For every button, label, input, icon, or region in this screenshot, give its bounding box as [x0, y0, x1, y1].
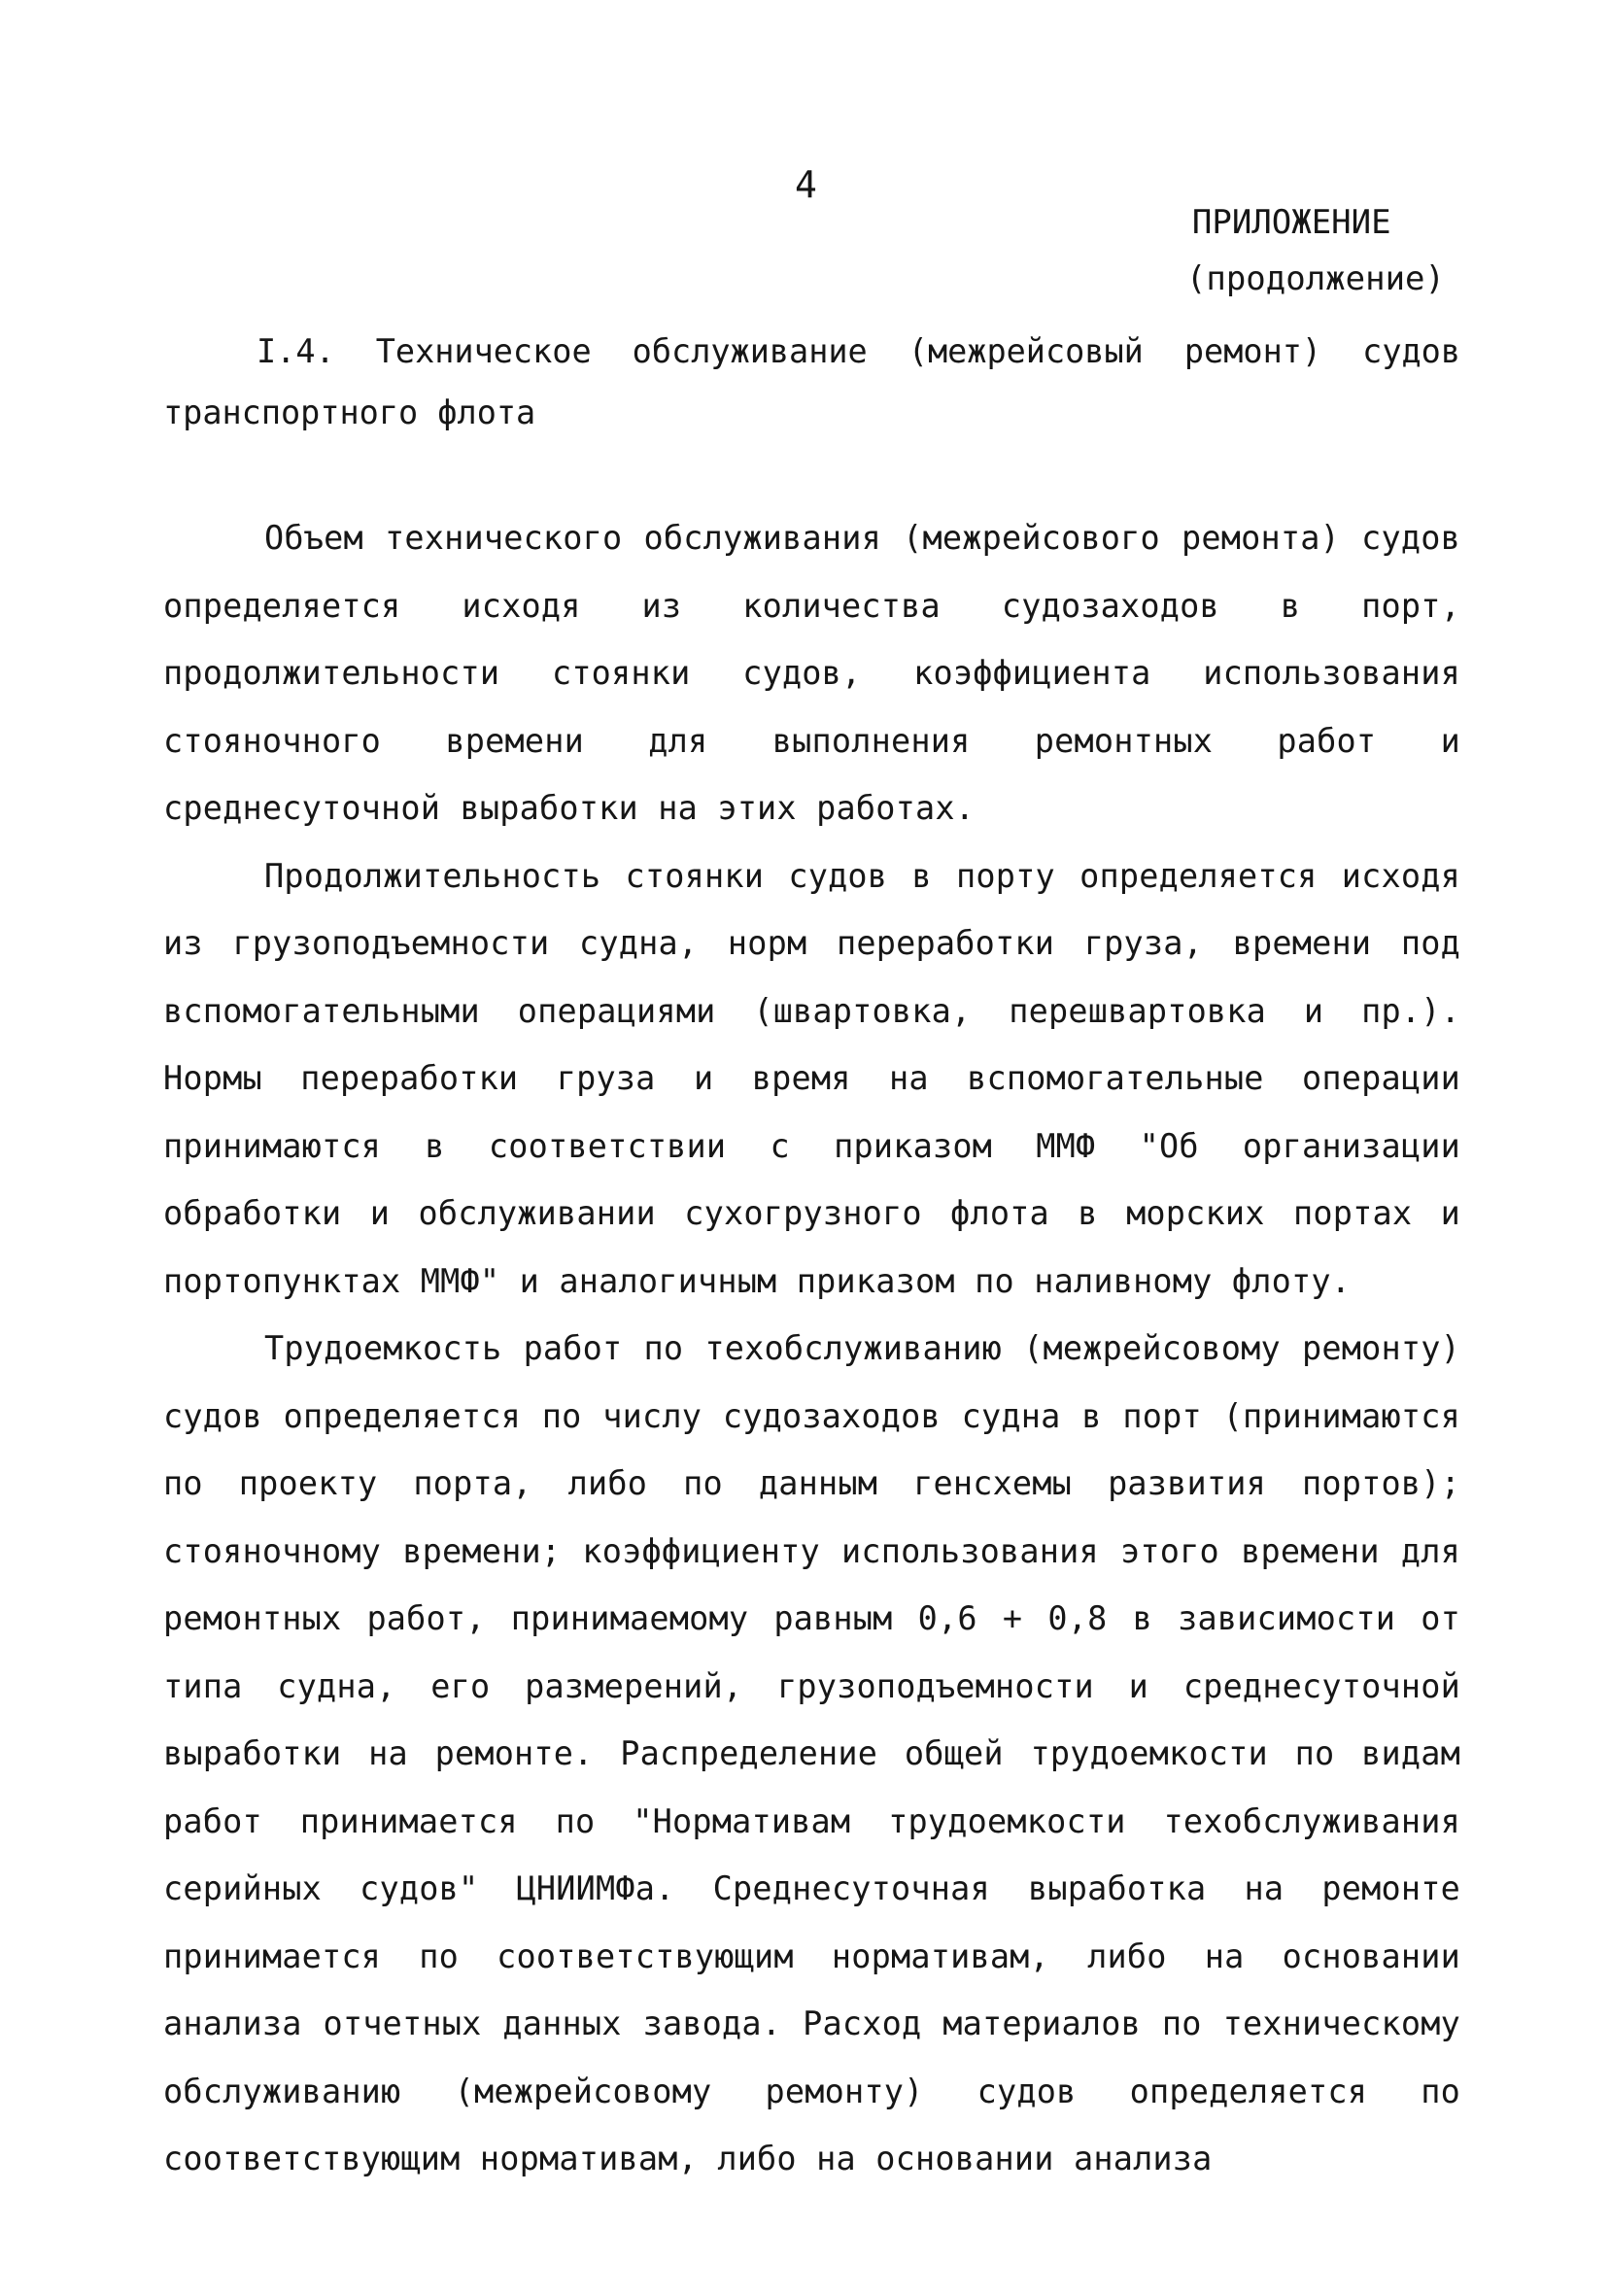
appendix-title: ПРИЛОЖЕНИЕ [1191, 203, 1391, 242]
section-heading: I.4. Техническое обслуживание (межрейсовый ремонт) судов транспортного флота [163, 332, 1460, 431]
page-number: 4 [795, 163, 817, 206]
paragraph-berth-duration: Продолжительность стоянки судов в порту определяется исходя из грузоподъемности судна, норм переработки груза, времени под вспомогательными операциями (швартовка, перешвартовка и пр.). Нормы переработки груза и время на вспомогательные операции принимаются в соответствии с приказом ММФ "Об организации обработки и обслуживании сухогрузного флота в морских портах и портопунктах ММФ" и аналогичным приказом по наливному флоту. [163, 856, 1460, 1300]
paragraph-maintenance-volume: Объем технического обслуживания (межрейсового ремонта) судов определяется исходя из количества судозаходов в порт, продолжительности стоянки судов, коэффициента использования стояночного времени для выполнения ремонтных работ и среднесуточной выработки на этих работах. [163, 519, 1460, 827]
section-1-4 [163, 321, 1460, 2193]
paragraph-labor-intensity: Трудоемкость работ по техобслуживанию (межрейсовому ремонту) судов определяется по числу судозаходов судна в порт (принимаются по проекту порта, либо по данным генсхемы развития портов); стояночному времени; коэффициенту использования этого времени для ремонтных работ, принимаемому равным 0,6 + 0,8 в зависимости от типа судна, его размерений, грузоподъемности и среднесуточной выработки на ремонте. Распределение общей трудоемкости по видам работ принимается по "Нормативам трудоемкости техобслуживания серийных судов" ЦНИИМФа. Среднесуточная выработка на ремонте принимается по соответствующим нормативам, либо на основании анализа отчетных данных завода. Расход материалов по техническому обслуживанию (межрейсовому ремонту) судов определяется по соответствующим нормативам, либо на основании анализа [163, 1329, 1460, 2177]
appendix-continuation-note: (продолжение) [1185, 259, 1445, 298]
appendix-header [1185, 194, 1445, 307]
